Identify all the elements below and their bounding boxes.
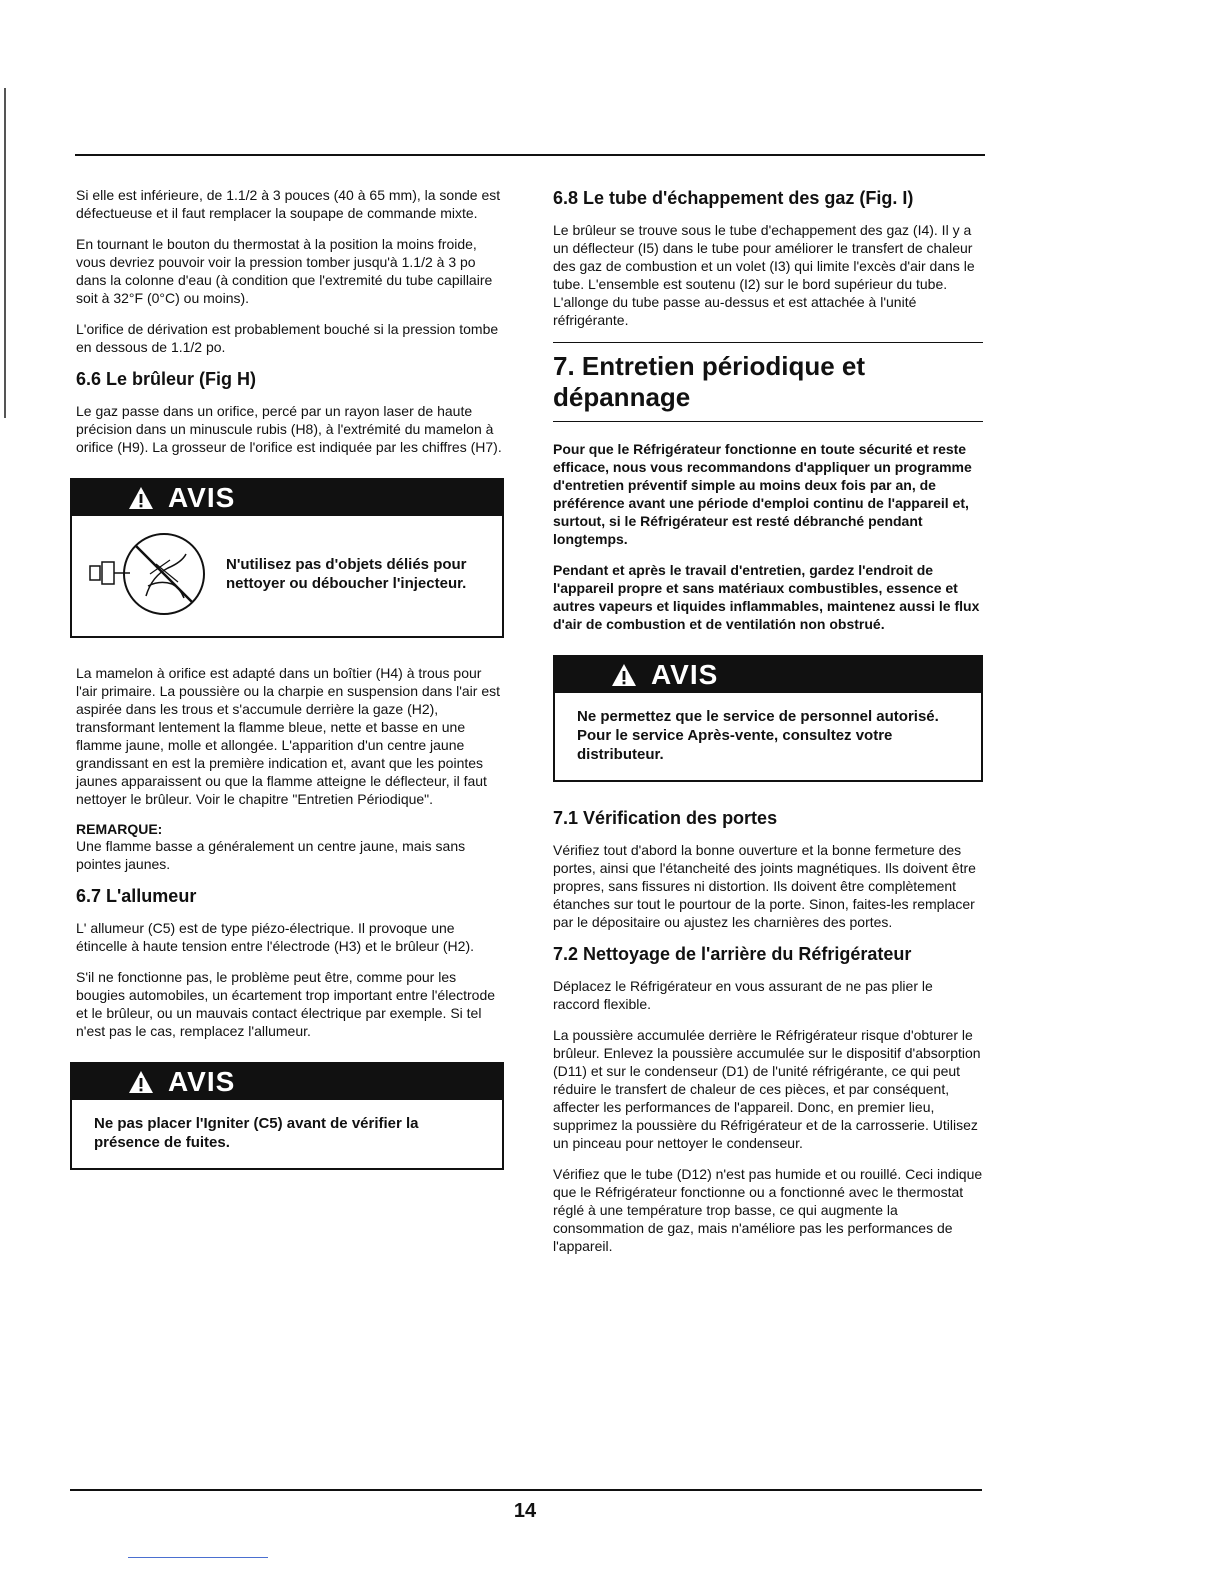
left-column: [76, 186, 504, 1196]
remark-label: REMARQUE:: [76, 821, 163, 837]
paragraph: Si elle est inférieure, de 1.1/2 à 3 pouces (40 à 65 mm), la sonde est défectueuse et il faut remplacer la soupape de commande mixte.: [76, 187, 501, 221]
footer-rule: [70, 1489, 982, 1491]
paragraph: En tournant le bouton du thermostat à la position la moins froide, vous devriez pouvoir voir la pression tomber jusqu'à 1.1/2 à 3 po dans la colonne d'eau (à condition que l'extremité du tube capillaire soit à 32°F (0°C) ou moins).: [76, 236, 493, 306]
section-heading-6-8: 6.8 Le tube d'échappement des gaz (Fig. I): [553, 188, 914, 208]
warning-triangle-icon: [611, 663, 637, 687]
avis-title: AVIS: [651, 659, 719, 690]
no-wire-cleaning-icon: [86, 524, 216, 624]
section-heading-6-7: 6.7 L'allumeur: [76, 886, 197, 906]
avis-header: [72, 1064, 502, 1100]
avis-warning-box: [70, 478, 504, 638]
paragraph: L'orifice de dérivation est probablement bouché si la pression tombe en dessous de 1.1/2 po.: [76, 321, 499, 355]
paragraph: Déplacez le Réfrigérateur en vous assurant de ne pas plier le raccord flexible.: [553, 978, 933, 1012]
right-column: [553, 186, 983, 1268]
chapter-title: 7. Entretien périodique et dépannage: [553, 351, 866, 412]
avis-warning-box: [70, 1062, 504, 1170]
paragraph: Le gaz passe dans un orifice, percé par un rayon laser de haute précision dans un minuscule rubis (H8), à l'extrémité du mamelon à orifice (H9). La grosseur de l'orifice est indiquée par les chiffres (H7).: [76, 403, 502, 455]
paragraph: La poussière accumulée derrière le Réfrigérateur risque d'obturer le brûleur. Enlevez la poussière accumulée sur le dispositif d'absorption (D11) et sur le condenseur (D1) de l'unité réfrigérante, ce qui peut réduire le transfert de chaleur de ces pièces, et par conséquent, affecter les performances de l'appareil. Donc, en premier lieu, supprimez la poussière du Réfrigérateur et de la carrosserie. Utilisez un pinceau pour nettoyer le condenseur.: [553, 1027, 981, 1151]
avis-text: Ne pas placer l'Igniter (C5) avant de vérifier la présence de fuites.: [94, 1115, 419, 1151]
paragraph: L' allumeur (C5) est de type piézo-électrique. Il provoque une étincelle à haute tension entre l'électrode (H3) et le brûleur (H2).: [76, 920, 474, 954]
paragraph: La mamelon à orifice est adapté dans un boîtier (H4) à trous pour l'air primaire. La poussière ou la charpie en suspension dans l'air est aspirée dans les trous et s'accumule derrière la gaze (H2), transformant lentement la flamme bleue, nette et basse en une flamme jaune, molle et allongée. L'apparition d'un centre jaune grandissant en est la première indication et, avant que les pointes jaunes apparaissent ou que la flamme atteigne le déflecteur, il faut nettoyer le brûleur. Voir le chapitre "Entretien Périodique".: [76, 665, 501, 807]
avis-title: AVIS: [168, 1066, 236, 1097]
remark-text: Une flamme basse a généralement un centre jaune, mais sans pointes jaunes.: [76, 838, 466, 872]
avis-warning-box: [553, 655, 983, 782]
paragraph: Vérifiez tout d'abord la bonne ouverture et la bonne fermeture des portes, ainsi que l'étancheité des joints magnétiques. Ils doivent être propres, sans fissures ni distortion. Ils doivent être complètement étanches sur tout le pourtour de la porte. Sinon, faites-les remplacer par le dépositaire ou ajustez les charnières des portes.: [553, 842, 976, 930]
avis-header: [72, 480, 502, 516]
avis-text: N'utilisez pas d'objets déliés pour nettoyer ou déboucher l'injecteur.: [226, 556, 467, 592]
paragraph: Pendant et après le travail d'entretien, gardez l'endroit de l'appareil propre et sans matériaux combustibles, essence et autres vapeurs et liquides inflammables, maintenez aussi le flux d'air de combustion et de ventilatión non obstrué.: [553, 562, 980, 632]
warning-triangle-icon: [128, 1070, 154, 1094]
avis-header: [555, 657, 981, 693]
paragraph: S'il ne fonctionne pas, le problème peut être, comme pour les bougies automobiles, un écartement trop important entre l'électrode et le brûleur, ou un mauvais contact électrique par exemple. Si tel n'est pas le cas, remplacez l'allumeur.: [76, 969, 496, 1039]
avis-text: Ne permettez que le service de personnel autorisé. Pour le service Après-vente, consultez votre distributeur.: [577, 708, 939, 763]
section-heading-7-1: 7.1 Vérification des portes: [553, 808, 778, 828]
scan-edge-line: [4, 88, 6, 418]
warning-triangle-icon: [128, 486, 154, 510]
paragraph: Vérifiez que le tube (D12) n'est pas humide et ou rouillé. Ceci indique que le Réfrigérateur fonctionne ou a fonctionné avec le thermostat réglé à une température trop basse, ce qui augmente la consommation de gaz, mais n'améliore pas les performances de l'appareil.: [553, 1166, 983, 1254]
bottom-blue-line: [128, 1557, 268, 1558]
avis-title: AVIS: [168, 482, 236, 513]
chapter-heading-block: [553, 342, 983, 422]
page-number: 14: [513, 1500, 537, 1522]
paragraph: Le brûleur se trouve sous le tube d'echappement des gaz (I4). Il y a un déflecteur (I5) dans le tube pour améliorer le transfert de chaleur des gaz de combustion et un volet (I3) qui limite l'excès d'air dans le tube. L'ensemble est soutenu (I2) sur le bord supérieur du tube. L'allonge du tube passe au-dessus et est attachée à l'unité réfrigérante.: [553, 222, 975, 328]
paragraph: Pour que le Réfrigérateur fonctionne en toute sécurité et reste efficace, nous vous recommandons d'appliquer un programme d'entretien préventif simple au moins deux fois par an, de préférence avant une période d'emploi continu de l'appareil et, surtout, si le Réfrigérateur est resté débranché pendant longtemps.: [553, 441, 972, 547]
section-heading-7-2: 7.2 Nettoyage de l'arrière du Réfrigérateur: [553, 944, 912, 964]
header-rule: [75, 154, 985, 156]
section-heading-6-6: 6.6 Le brûleur (Fig H): [76, 369, 257, 389]
